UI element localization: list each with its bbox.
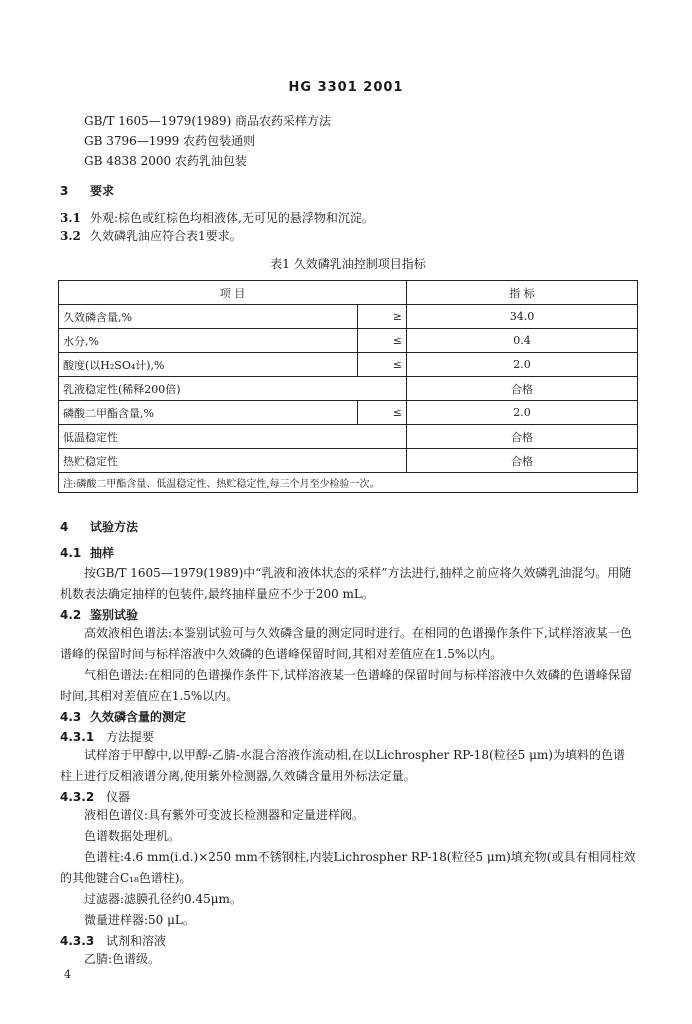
table-row: 水分,% ≤ 0.4 xyxy=(59,329,638,353)
section-4-2-para-1: 高效液相色谱法:本鉴别试验可与久效磷含量的测定同时进行。在相同的色谱操作条件下,试样溶液某一色谱峰的保留时间与标样溶液中久效磷的色谱峰保留时间,其相对差值应在1.5%以内。 xyxy=(60,626,632,661)
table-row: 低温稳定性 合格 xyxy=(59,425,638,449)
section-4-3-2-heading: 4.3.2 仪器 xyxy=(60,790,131,804)
spec-table xyxy=(58,280,638,493)
section-3-heading: 3 要求 xyxy=(60,184,115,198)
instrument-line-4: 过滤器:滤膜孔径约0.45μm。 xyxy=(84,892,242,906)
col-header-value: 指 标 xyxy=(407,281,638,305)
page-number: 4 xyxy=(64,968,71,981)
instrument-line-3: 色谱柱:4.6 mm(i.d.)×250 mm不锈钢柱,内装Lichrospher RP-18(粒径5 μm)填充物(或具有相同柱效的其他键合C₁₈色谱柱)。 xyxy=(60,850,636,885)
table-row: 久效磷含量,% ≥ 34.0 xyxy=(59,305,638,329)
reference-2: GB 3796—1999 农药包装通则 xyxy=(84,134,256,148)
document-body xyxy=(60,113,636,970)
instrument-line-5: 微量进样器:50 μL。 xyxy=(84,913,195,927)
table-header-row xyxy=(59,281,638,305)
table-row: 酸度(以H₂SO₄计),% ≤ 2.0 xyxy=(59,353,638,377)
reagent-line-1: 乙腈:色谱级。 xyxy=(84,952,161,966)
section-4-heading: 4 试验方法 xyxy=(60,520,139,534)
section-4-3-heading: 4.3 久效磷含量的测定 xyxy=(60,710,187,724)
reference-3: GB 4838 2000 农药乳油包装 xyxy=(84,154,247,168)
reference-1: GB/T 1605—1979(1989) 商品农药采样方法 xyxy=(84,114,332,128)
table-row: 乳液稳定性(稀释200倍) 合格 xyxy=(59,377,638,401)
table-row: 热贮稳定性 合格 xyxy=(59,449,638,473)
section-3-2: 3.2 久效磷乳油应符合表1要求。 xyxy=(60,229,242,243)
instrument-line-2: 色谱数据处理机。 xyxy=(84,829,181,843)
section-4-2-para-2: 气相色谱法:在相同的色谱操作条件下,试样溶液某一色谱峰的保留时间与标样溶液中久效磷的色谱峰保留时间,其相对差值应在1.5%以内。 xyxy=(60,668,632,703)
section-4-3-3-heading: 4.3.3 试剂和溶液 xyxy=(60,934,167,948)
table-note-row: 注:磷酸二甲酯含量、低温稳定性、热贮稳定性,每三个月至少检验一次。 xyxy=(59,473,638,493)
section-4-1-text: 按GB/T 1605—1979(1989)中“乳液和液体状态的采样”方法进行,抽样之前应将久效磷乳油混匀。用随机数表法确定抽样的包装件,最终抽样量应不少于200 mL。 xyxy=(60,566,632,601)
table-caption: 表1 久效磷乳油控制项目指标 xyxy=(270,257,426,271)
table-row: 磷酸二甲酯含量,% ≤ 2.0 xyxy=(59,401,638,425)
page-header: HG 3301 2001 xyxy=(288,80,404,95)
section-4-2-heading: 4.2 鉴别试验 xyxy=(60,608,139,622)
section-3-1: 3.1 外观:棕色或红棕色均相液体,无可见的悬浮物和沉淀。 xyxy=(60,211,374,225)
section-4-3-1-heading: 4.3.1 方法提要 xyxy=(60,730,155,744)
col-header-item: 项 目 xyxy=(59,281,407,305)
section-4-1-heading: 4.1 抽样 xyxy=(60,546,115,560)
instrument-line-1: 液相色谱仪:具有紫外可变波长检测器和定量进样阀。 xyxy=(84,808,365,822)
section-4-3-1-text: 试样溶于甲醇中,以甲醇-乙腈-水混合溶液作流动相,在以Lichrospher RP-18(粒径5 μm)为填料的色谱柱上进行反相液谱分离,使用紫外检测器,久效磷含量用外标法定量。 xyxy=(60,748,625,783)
